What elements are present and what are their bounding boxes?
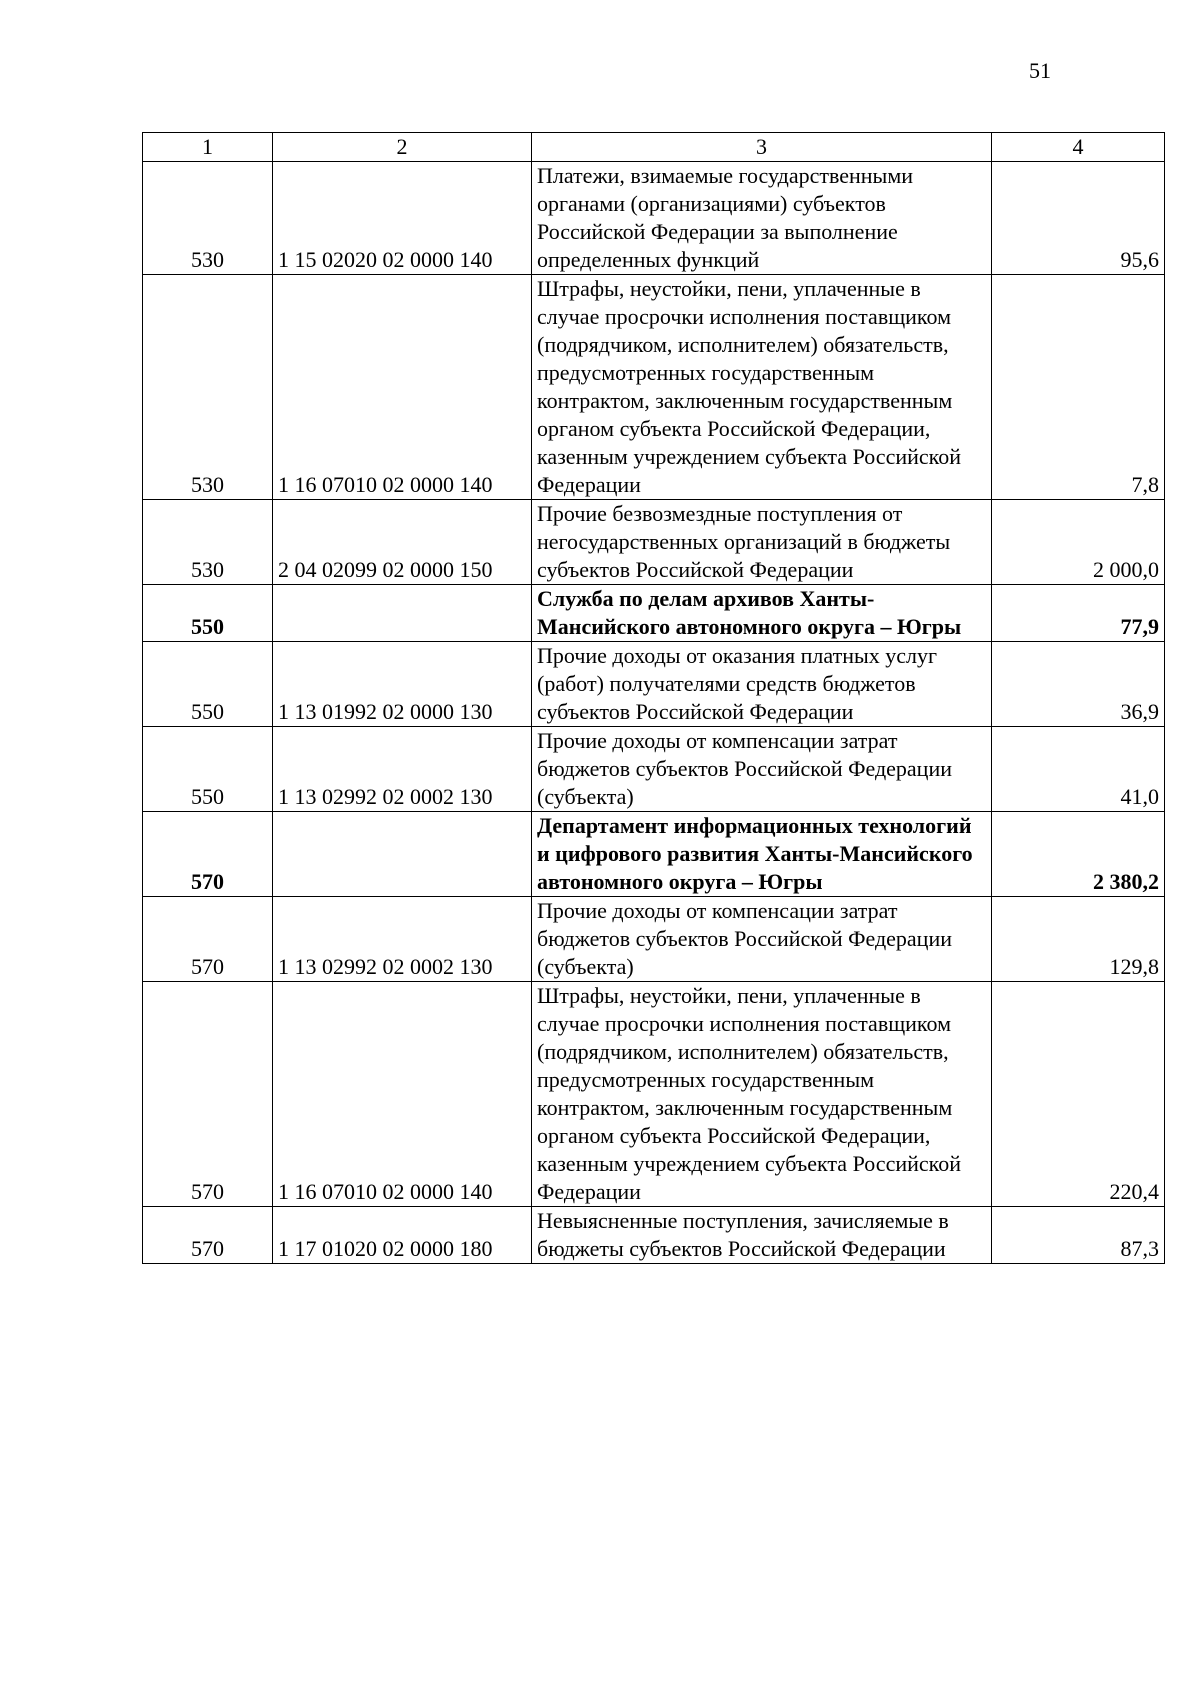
- admin-code-cell: 530: [143, 275, 273, 500]
- description-cell: Штрафы, неустойки, пени, уплаченные в случае просрочки исполнения поставщиком (подрядчиком, исполнителем) обязательств, предусмотренных государственным контрактом, заключенным государственным органом субъекта Российской Федерации, казенным учреждением субъекта Российской Федерации: [532, 982, 992, 1207]
- table-row: [143, 500, 1165, 585]
- column-header-4: 4: [992, 133, 1165, 162]
- kbk-code-cell: 2 04 02099 02 0000 150: [273, 500, 532, 585]
- kbk-code-cell: [273, 585, 532, 642]
- admin-code-cell: 550: [143, 585, 273, 642]
- description-cell: Штрафы, неустойки, пени, уплаченные в случае просрочки исполнения поставщиком (подрядчиком, исполнителем) обязательств, предусмотренных государственным контрактом, заключенным государственным органом субъекта Российской Федерации, казенным учреждением субъекта Российской Федерации: [532, 275, 992, 500]
- amount-cell: 7,8: [992, 275, 1165, 500]
- admin-code-cell: 570: [143, 982, 273, 1207]
- column-header-3: 3: [532, 133, 992, 162]
- amount-cell: 87,3: [992, 1207, 1165, 1264]
- amount-cell: 2 000,0: [992, 500, 1165, 585]
- description-cell: Прочие доходы от компенсации затрат бюджетов субъектов Российской Федерации (субъекта): [532, 727, 992, 812]
- table-row-agency: [143, 585, 1165, 642]
- description-cell: Невыясненные поступления, зачисляемые в бюджеты субъектов Российской Федерации: [532, 1207, 992, 1264]
- table-row: [143, 982, 1165, 1207]
- kbk-code-cell: 1 16 07010 02 0000 140: [273, 982, 532, 1207]
- description-cell: Прочие безвозмездные поступления от негосударственных организаций в бюджеты субъектов Российской Федерации: [532, 500, 992, 585]
- admin-code-cell: 550: [143, 642, 273, 727]
- admin-code-cell: 570: [143, 812, 273, 897]
- table-header-row: [143, 133, 1165, 162]
- kbk-code-cell: 1 13 01992 02 0000 130: [273, 642, 532, 727]
- kbk-code-cell: 1 16 07010 02 0000 140: [273, 275, 532, 500]
- description-cell: Прочие доходы от компенсации затрат бюджетов субъектов Российской Федерации (субъекта): [532, 897, 992, 982]
- agency-name-cell: Служба по делам архивов Ханты-Мансийского автономного округа – Югры: [532, 585, 992, 642]
- admin-code-cell: 570: [143, 1207, 273, 1264]
- table-row-agency: [143, 812, 1165, 897]
- kbk-code-cell: 1 15 02020 02 0000 140: [273, 162, 532, 275]
- table-row: [143, 727, 1165, 812]
- table-row: [143, 897, 1165, 982]
- page-number: 51: [1029, 58, 1051, 83]
- agency-name-cell: Департамент информационных технологий и цифрового развития Ханты-Мансийского автономного округа – Югры: [532, 812, 992, 897]
- kbk-code-cell: 1 13 02992 02 0002 130: [273, 897, 532, 982]
- table-row: [143, 642, 1165, 727]
- description-cell: Прочие доходы от оказания платных услуг (работ) получателями средств бюджетов субъектов Российской Федерации: [532, 642, 992, 727]
- kbk-code-cell: [273, 812, 532, 897]
- amount-cell: 41,0: [992, 727, 1165, 812]
- kbk-code-cell: 1 17 01020 02 0000 180: [273, 1207, 532, 1264]
- admin-code-cell: 530: [143, 500, 273, 585]
- agency-total-cell: 77,9: [992, 585, 1165, 642]
- admin-code-cell: 570: [143, 897, 273, 982]
- amount-cell: 129,8: [992, 897, 1165, 982]
- table-row: [143, 1207, 1165, 1264]
- table-row: [143, 275, 1165, 500]
- description-cell: Платежи, взимаемые государственными органами (организациями) субъектов Российской Федерации за выполнение определенных функций: [532, 162, 992, 275]
- table-row: [143, 162, 1165, 275]
- agency-total-cell: 2 380,2: [992, 812, 1165, 897]
- column-header-1: 1: [143, 133, 273, 162]
- kbk-code-cell: 1 13 02992 02 0002 130: [273, 727, 532, 812]
- amount-cell: 220,4: [992, 982, 1165, 1207]
- revenue-table: [142, 132, 1165, 1264]
- amount-cell: 36,9: [992, 642, 1165, 727]
- amount-cell: 95,6: [992, 162, 1165, 275]
- column-header-2: 2: [273, 133, 532, 162]
- admin-code-cell: 550: [143, 727, 273, 812]
- admin-code-cell: 530: [143, 162, 273, 275]
